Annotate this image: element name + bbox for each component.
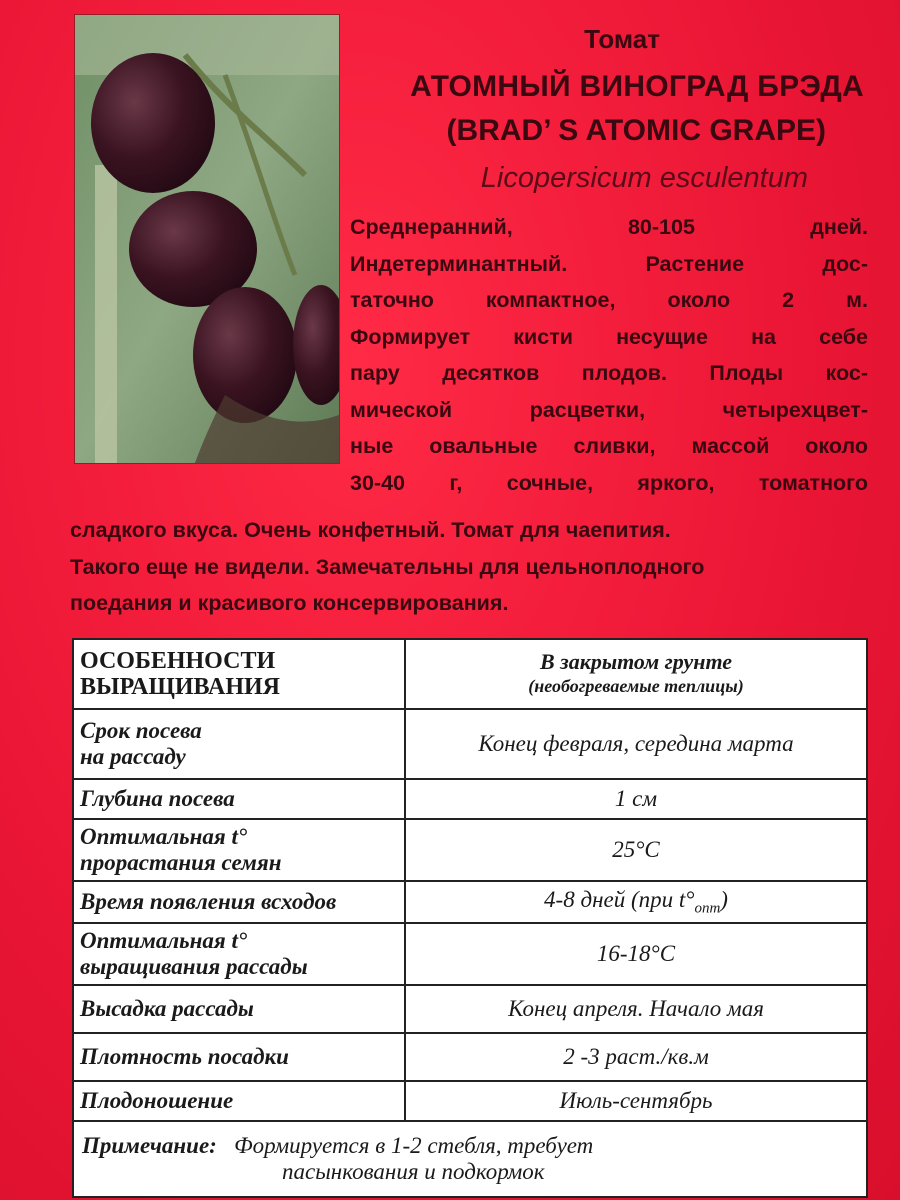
row-value-text: 4-8 дней (при t° xyxy=(544,886,695,912)
table-header-left xyxy=(73,639,405,709)
latin-name: Licopersicum esculentum xyxy=(480,162,808,194)
description-line: Среднеранний, 80-105 дней. xyxy=(350,215,868,239)
row-value: 1 см xyxy=(405,779,867,819)
table-row xyxy=(73,881,867,923)
row-value: Конец апреля. Начало мая xyxy=(405,985,867,1033)
row-label-line: на рассаду xyxy=(80,744,186,769)
tomato-photo xyxy=(74,14,340,464)
note-line: Формируется в 1-2 стебля, требует xyxy=(234,1133,594,1158)
description-line: мической расцветки, четырехцвет- xyxy=(350,397,868,422)
variety-name: АТОМНЫЙ ВИНОГРАД БРЭДА xyxy=(410,70,864,103)
row-value xyxy=(405,881,867,923)
growing-table xyxy=(72,638,868,1198)
note-cell xyxy=(73,1121,867,1197)
table-row xyxy=(73,1081,867,1121)
row-label xyxy=(73,923,405,985)
row-value: 2 -3 раст./кв.м xyxy=(405,1033,867,1081)
description-line: ные овальные сливки, массой около xyxy=(350,434,868,458)
product-kind: Томат xyxy=(584,24,660,54)
row-label xyxy=(73,709,405,779)
table-row xyxy=(73,819,867,881)
note-line: пасынкования и подкормок xyxy=(282,1159,545,1184)
description-line: пару десятков плодов. Плоды кос- xyxy=(350,361,868,385)
row-label: Глубина посева xyxy=(73,779,405,819)
header-right-title: В закрытом грунте xyxy=(539,649,733,674)
table-row xyxy=(73,779,867,819)
description-line: Индетерминантный. Растение дос- xyxy=(350,251,868,276)
description-full xyxy=(70,512,870,622)
row-label xyxy=(73,819,405,881)
description-line: Формирует кисти несущие на себе xyxy=(350,324,868,349)
row-label-line: выращивания рассады xyxy=(80,954,308,979)
row-label: Плодоношение xyxy=(73,1081,405,1121)
header-left-line: ОСОБЕННОСТИ xyxy=(80,648,276,674)
table-row xyxy=(73,923,867,985)
row-label-line: Срок посева xyxy=(80,718,202,743)
row-value-subscript: опт xyxy=(694,900,721,917)
row-label-line: Оптимальная t° xyxy=(80,928,248,953)
table-row xyxy=(73,1033,867,1081)
table-header-row xyxy=(73,639,867,709)
row-label-line: Оптимальная t° xyxy=(80,824,248,849)
description-line: поедания и красивого консервирования. xyxy=(70,591,509,615)
row-value: 25°С xyxy=(405,819,867,881)
row-value: 16-18°С xyxy=(405,923,867,985)
description-right xyxy=(350,209,868,501)
row-label: Время появления всходов xyxy=(73,881,405,923)
header-right-sub: (необогреваемые теплицы) xyxy=(528,676,744,696)
row-label: Высадка рассады xyxy=(73,985,405,1033)
description-line: таточно компактное, около 2 м. xyxy=(350,288,868,312)
table-row xyxy=(73,985,867,1033)
variety-alt-name: (BRAD’ S ATOMIC GRAPE) xyxy=(446,114,826,147)
table-row xyxy=(73,709,867,779)
row-value-end: ) xyxy=(720,886,728,912)
header-left-line: ВЫРАЩИВАНИЯ xyxy=(80,674,281,700)
note-label: Примечание: xyxy=(82,1133,217,1158)
description-line: сладкого вкуса. Очень конфетный. Томат для чаепития. xyxy=(70,518,671,542)
row-label-line: прорастания семян xyxy=(80,850,282,875)
table-header-right xyxy=(405,639,867,709)
row-value: Июль-сентябрь xyxy=(405,1081,867,1121)
table-note-row xyxy=(73,1121,867,1197)
row-label: Плотность посадки xyxy=(73,1033,405,1081)
description-line: 30-40 г, сочные, яркого, томатного xyxy=(350,470,868,495)
description-line: Такого еще не видели. Замечательны для цельноплодного xyxy=(70,554,705,579)
row-value: Конец февраля, середина марта xyxy=(405,709,867,779)
